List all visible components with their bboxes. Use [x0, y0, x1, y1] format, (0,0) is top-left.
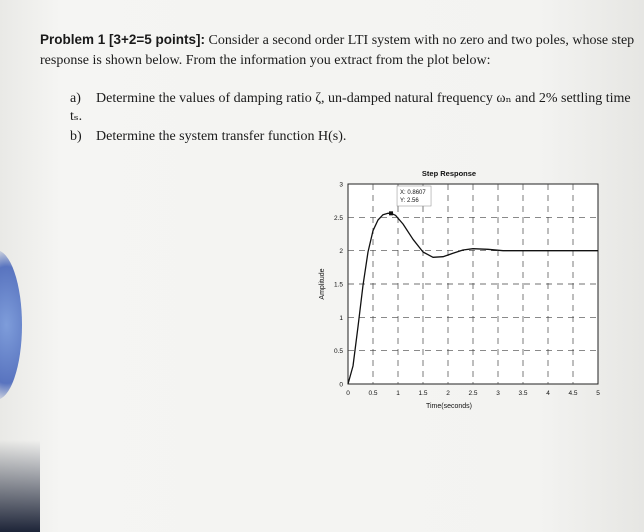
y-tick-label: 2.5 [333, 214, 343, 222]
y-axis-label: Amplitude [319, 268, 326, 300]
x-tick-label: 2 [446, 390, 450, 397]
x-axis-label: Time(seconds) [425, 403, 473, 410]
y-tick-label: 3 [339, 181, 343, 189]
problem-line-1: Consider a second order LTI system with no zero and two poles, whose step [208, 33, 635, 48]
step-response-chart [300, 164, 620, 414]
dark-corner-shadow [0, 440, 40, 532]
data-tip-x: X: 0.8607 [400, 190, 426, 196]
x-tick-label: 3 [496, 390, 500, 397]
problem-heading: Problem 1 [3+2=5 points]: [40, 32, 206, 47]
question-a [70, 90, 644, 126]
x-tick-label: 5 [596, 390, 600, 397]
y-tick-label: 0.5 [333, 348, 343, 356]
x-tick-label: 1.5 [418, 390, 428, 397]
y-tick-label: 1.5 [333, 281, 343, 289]
x-tick-label: 3.5 [518, 390, 528, 397]
x-tick-label: 0 [346, 390, 350, 397]
question-a-label: a) [70, 91, 81, 106]
x-tick-label: 1 [396, 390, 400, 397]
y-tick-label: 1 [339, 314, 343, 322]
x-tick-label: 4 [546, 390, 550, 397]
problem-statement [40, 30, 640, 71]
x-tick-label: 2.5 [468, 390, 478, 397]
x-tick-label: 4.5 [568, 390, 578, 397]
question-b-label: b) [70, 129, 82, 144]
peak-marker [389, 211, 393, 215]
question-a-text: Determine the values of damping ratio ζ, un-damped natural frequency ωₙ and 2% settling time tₛ. [70, 91, 631, 124]
x-tick-label: 0.5 [368, 390, 378, 397]
question-b [70, 128, 346, 146]
problem-line-2: response is shown below. From the information you extract from the plot below: [40, 53, 491, 68]
question-b-text: Determine the system transfer function H(s). [96, 129, 347, 144]
y-tick-label: 2 [339, 248, 343, 256]
data-tip-y: Y: 2.56 [400, 198, 419, 204]
y-tick-label: 0 [339, 381, 343, 389]
chart-title: Step Response [421, 169, 477, 178]
chart-svg [300, 164, 620, 414]
